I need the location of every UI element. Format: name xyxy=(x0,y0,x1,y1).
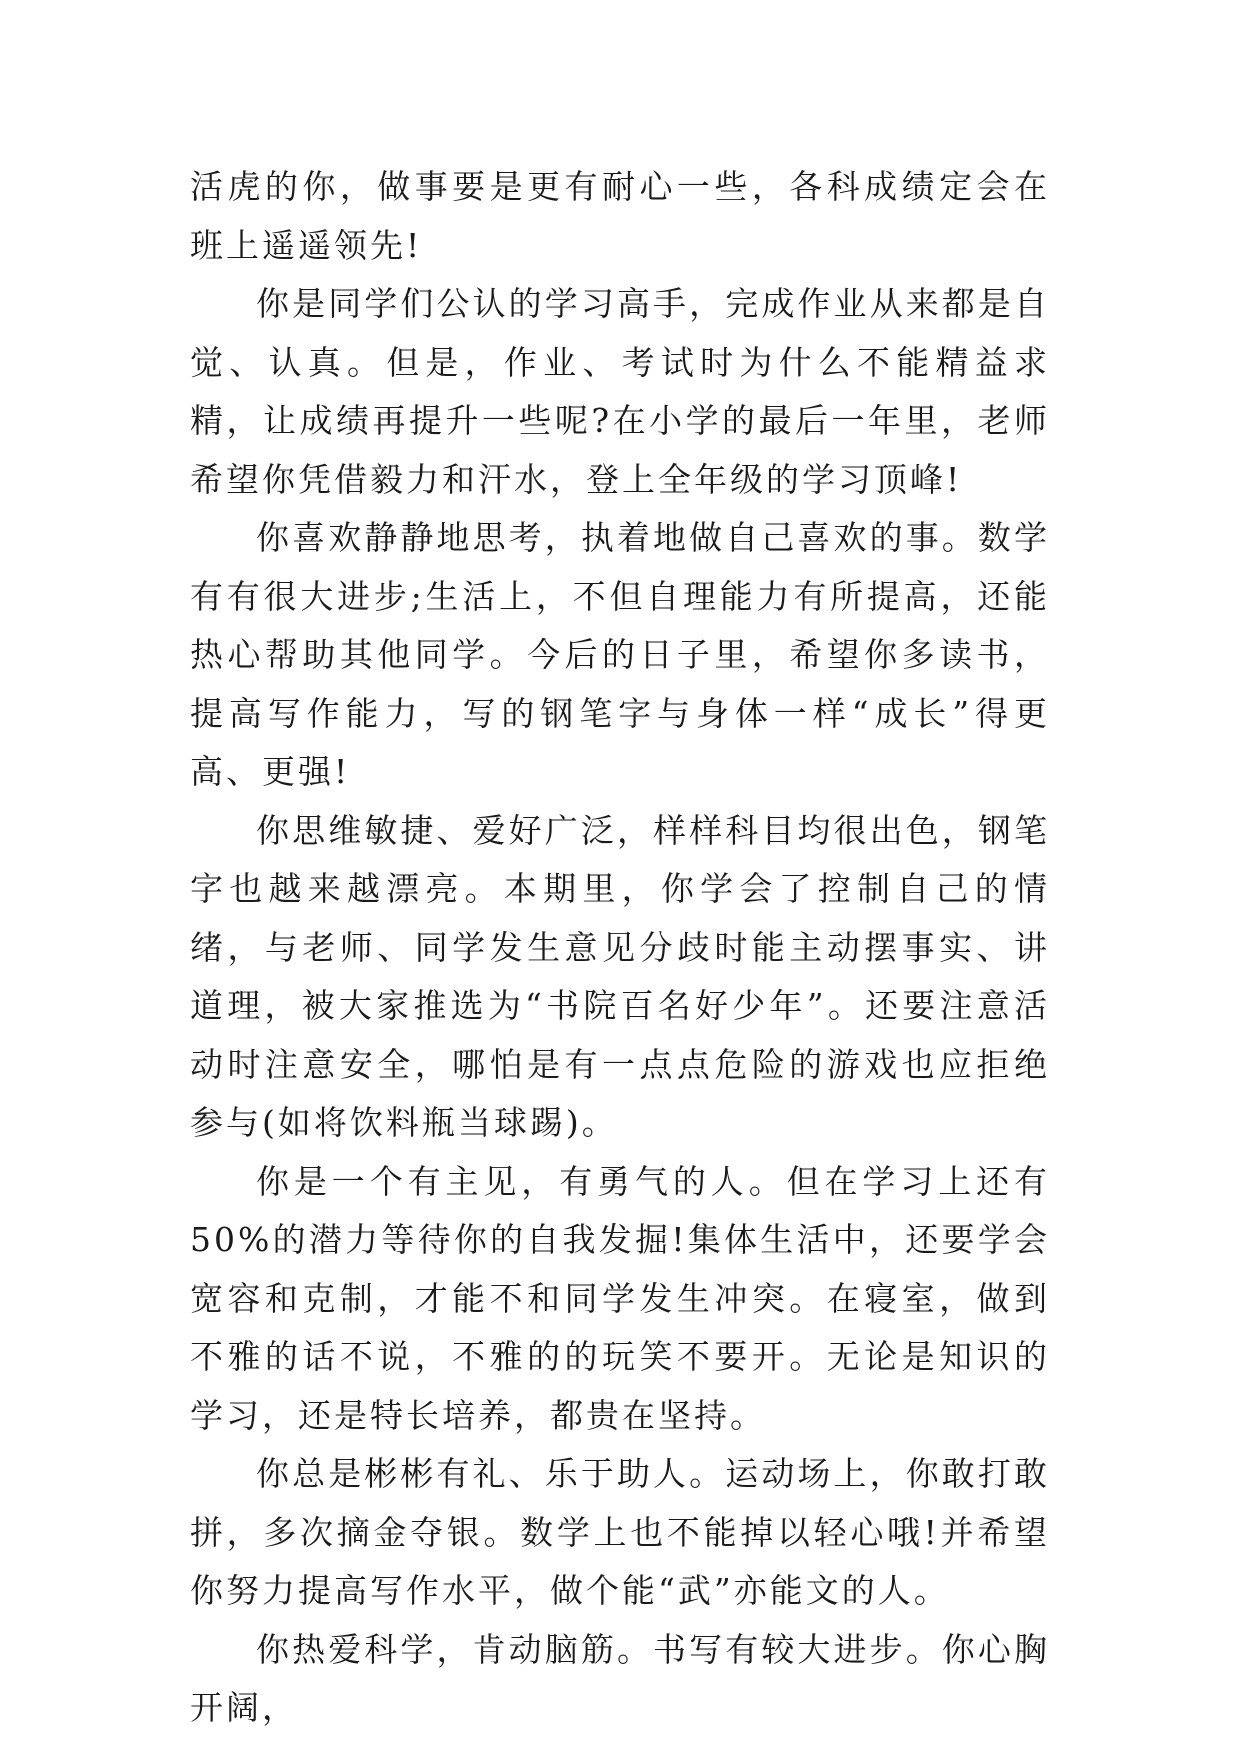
paragraph: 你是一个有主见，有勇气的人。但在学习上还有 50%的潜力等待你的自我发掘!集体生活中，还要学会宽容和克制，才能不和同学发生冲突。在寝室，做到不雅的话不说，不雅的的玩笑不要开。无论是知识的学习，还是特长培养，都贵在坚持。 xyxy=(190,1161,1050,1435)
paragraph: 你喜欢静静地思考，执着地做自己喜欢的事。数学有有很大进步;生活上，不但自理能力有所提高，还能热心帮助其他同学。今后的日子里，希望你多读书，提高写作能力，写的钢笔字与身体一样“成长”得更高、更强! xyxy=(190,518,1050,791)
paragraph: 你热爱科学，肯动脑筋。书写有较大进步。你心胸开阔， xyxy=(190,1629,1050,1727)
document-body xyxy=(190,158,1050,1738)
paragraph: 你是同学们公认的学习高手，完成作业从来都是自觉、认真。但是，作业、考试时为什么不能精益求精，让成绩再提升一些呢?在小学的最后一年里，老师希望你凭借毅力和汗水，登上全年级的学习顶峰! xyxy=(190,284,1050,499)
paragraph: 你总是彬彬有礼、乐于助人。运动场上，你敢打敢拼，多次摘金夺银。数学上也不能掉以轻心哦!并希望你努力提高写作水平，做个能“武”亦能文的人。 xyxy=(190,1454,1050,1610)
paragraph-continuation: 活虎的你，做事要是更有耐心一些，各科成绩定会在班上遥遥领先! xyxy=(190,167,1050,265)
paragraph: 你思维敏捷、爱好广泛，样样科目均很出色，钢笔字也越来越漂亮。本期里，你学会了控制自己的情绪，与老师、同学发生意见分歧时能主动摆事实、讲道理，被大家推选为“书院百名好少年”。还要注意活动时注意安全，哪怕是有一点点危险的游戏也应拒绝参与(如将饮料瓶当球踢)。 xyxy=(190,810,1050,1142)
